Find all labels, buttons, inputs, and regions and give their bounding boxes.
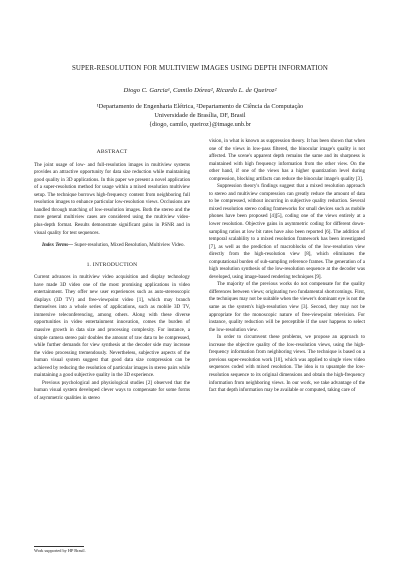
affiliation-line-1: ¹Departamento de Engenharia Elétrica, ²Departamento de Ciência da Computação	[96, 103, 304, 110]
index-terms	[34, 242, 190, 250]
introduction-paragraph-2: Previous psychological and physiological studies [2] observed that the human visual system developed clever ways to compensate for some forms of asymmetric qualities in stereo	[34, 379, 190, 401]
introduction-paragraph-1: Current advances in multiview video acquisition and display technology have made 3D video one of the most promising applications in video entertainment. They offer new user experiences such as auto-stereoscopic displays (3D TV) and free-viewpoint video [1], which may branch themselves into a whole series of applications, such as mobile 3D TV, immersive teleconferencing, among others. Along with these diverse opportunities in video entertainment innovation, comes the burden of massive growth in data size and processing complexity. For instance, a simple camera stereo pair doubles the amount of raw data to be compressed, while further demands for view synthesis at the decoder side may increase the video processing tremendously. Nevertheless, subjective aspects of the human visual system suggest that good data size compression can be achieved by reducing the resolution of particular images in stereo pairs while maintaining a good subjective quality in the 3D experience.	[34, 274, 190, 379]
footnote-divider	[34, 546, 84, 547]
abstract-text: The joint usage of low- and full-resolution images in multiview systems provides an attractive opportunity for data size reduction while maintaining good quality in 3D applications. In this paper we present a novel application of a super-resolution method for usage within a mixed resolution multiview setup. The technique borrows high-frequency content from neighboring full resolution images to enhance particular low-resolution views. Occlusions are handled through matching of low-resolution images. Both the stereo and the more general multiview cases are considered using the multiview video-plus-depth format. Results demonstrate significant gains in PSNR and in visual quality for test sequences.	[34, 161, 190, 236]
affiliation-line-3: {diogo, camilo, queiroz}@image.unb.br	[149, 121, 251, 128]
affiliation-line-2: Universidade de Brasília, DF, Brasil	[154, 112, 246, 119]
right-paragraph-3: The majority of the previous works do not compensate for the quality differences between views; originating two fundamental shortcomings. First, the techniques may not be suitable when the viewer's dominant eye is not the same as the system's high-resolution view [3]. Second, they may not be appropriate for the monoscopic nature of free-viewpoint television. For instance, quality reduction will be perceptible if the user happens to select the low-resolution view.	[209, 281, 365, 333]
footnote: Work supported by HP Brasil.	[34, 548, 86, 553]
abstract-heading: ABSTRACT	[96, 149, 128, 155]
right-paragraph-1: vision, in what is known as suppression theory. It has been shown that when one of the views in low-pass filtered, the binocular image's quality is not affected. The scene's apparent depth remains the same and its sharpness is maintained with high frequency information from the other view. On the other hand, if one of the views has a higher quantization level during compression, blocking artifacts can reduce the binocular image's quality [3].	[209, 138, 365, 182]
index-terms-text: Super-resolution, Mixed Resolution, Multiview Video.	[73, 242, 185, 249]
right-paragraph-4: In order to circumvent these problems, we propose an approach to increase the objective quality of the low-resolution views, using the high-frequency information from neighboring views. The technique is based on a previous super-resolution work [10], which was applied to single view video sequences coded with mixed resolution. The idea is to upsample the low-resolution sequence to its original dimensions and obtain the high-frequency information from neighboring views. In our work, we take advantage of the fact that depth information may be available or computed, taking care of	[209, 334, 365, 394]
left-column	[34, 150, 190, 403]
paper-authors: Diogo C. Garcia¹, Camilo Dórea², Ricardo L. de Queiroz²	[123, 87, 277, 94]
right-paragraph-2: Suppression theory's findings suggest that a mixed resolution approach to stereo and multiview compression can greatly reduce the amount of data to be compressed, without incurring in subjective quality reduction. Several mixed resolution stereo coding frameworks for small devices such as mobile phones have been proposed [4][5], coding one of the views entirely at a lower resolution. Objective gains in asymmetric coding for different down-sampling ratios at low bit rates have also been reported [6]. The addition of temporal scalability to a mixed resolution framework has been investigated [7], as well as the prediction of macroblocks of the low-resolution view directly from the high-resolution view [8], which eliminates the computational burden of sub-sampling reference frames. The generation of a high resolution synthesis of the low-resolution sequence at the decoder was developed, using image-based rendering techniques [9].	[209, 183, 365, 280]
paper-title: SUPER-RESOLUTION FOR MULTIVIEW IMAGES USING DEPTH INFORMATION	[71, 65, 329, 72]
right-column	[209, 138, 365, 395]
introduction-heading: 1. INTRODUCTION	[86, 261, 138, 268]
index-terms-label: Index Terms—	[42, 242, 74, 249]
